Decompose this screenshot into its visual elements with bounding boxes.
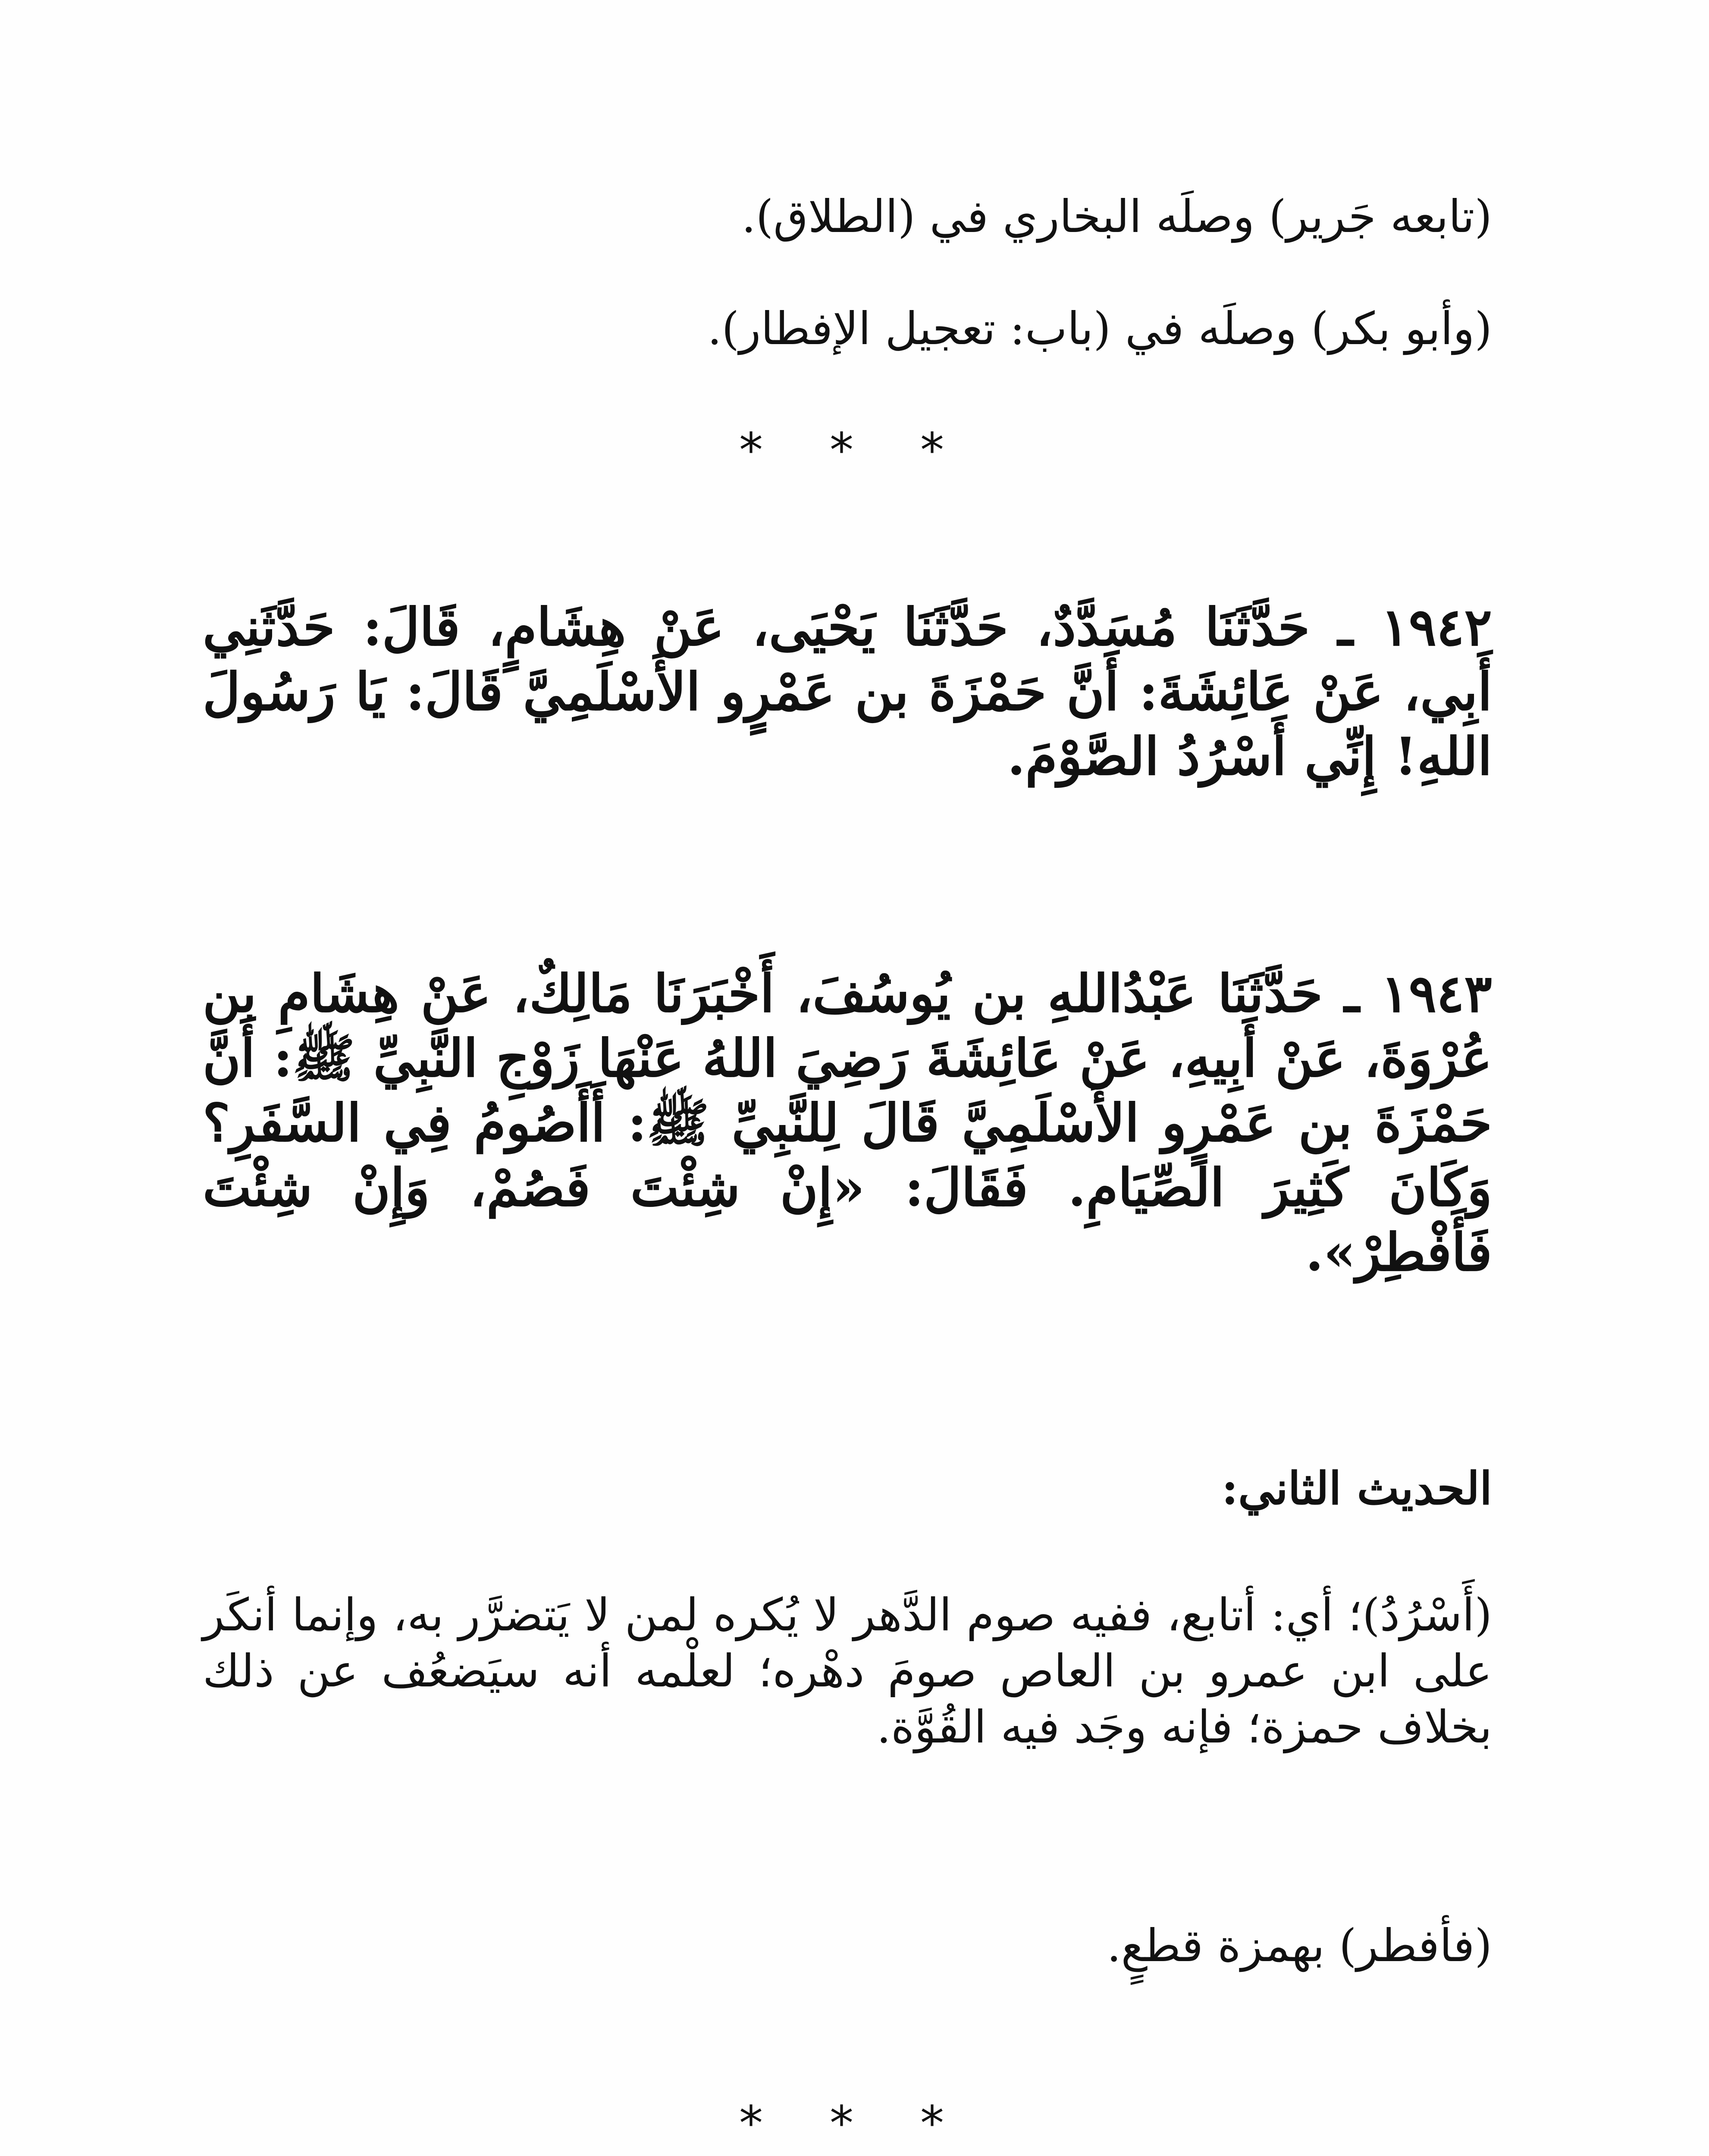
- hadith-1942: ١٩٤٢ ـ حَدَّثَنَا مُسَدَّدٌ، حَدَّثَنَا يَحْيَى، عَنْ هِشَامٍ، قَالَ: حَدَّثَنِي أَبِي، عَنْ عَائِشَةَ: أَنَّ حَمْزَةَ بن عَمْرٍو الأَسْلَمِيَّ قَالَ: يَا رَسُولَ اللهِ! إِنِّي أَسْرُدُ الصَّوْمَ.: [203, 597, 1492, 787]
- section-separator-top: * * *: [739, 423, 970, 478]
- section-heading: الحديث الثاني:: [1221, 1462, 1492, 1515]
- note-line-2: (وأبو بكر) وصلَه في (باب: تعجيل الإفطار).: [707, 302, 1492, 355]
- commentary-line-2: (فأفطر) بهمزة قطعٍ.: [1107, 1919, 1492, 1972]
- note-line-1: (تابعه جَرير) وصلَه البخاري في (الطلاق).: [741, 190, 1492, 243]
- section-separator-bottom: * * *: [739, 2096, 970, 2151]
- hadith-1943: ١٩٤٣ ـ حَدَّثَنَا عَبْدُاللهِ بن يُوسُفَ، أَخْبَرَنَا مَالِكٌ، عَنْ هِشَامِ بن عُرْوَةَ، عَنْ أَبِيهِ، عَنْ عَائِشَةَ رَضِيَ اللهُ عَنْهَا زَوْجِ النَّبِيِّ ﷺ: أَنَّ حَمْزَةَ بن عَمْرٍو الأَسْلَمِيَّ قَالَ لِلنَّبِيِّ ﷺ: أَأَصُومُ فِي السَّفَرِ؟ وَكَانَ كَثِيرَ الصِّيَامِ. فَقَالَ: «إِنْ شِئْتَ فَصُمْ، وَإِنْ شِئْتَ فَأَفْطِرْ».: [203, 963, 1492, 1283]
- commentary-paragraph: (أَسْرُدُ)؛ أي: أتابع، ففيه صوم الدَّهر لا يُكره لمن لا يَتضرَّر به، وإنما أنكَر على ابن عمرو بن العاص صومَ دهْره؛ لعلْمه أنه سيَضعُف عن ذلك بخلاف حمزة؛ فإنه وجَد فيه القُوَّة.: [203, 1589, 1492, 1753]
